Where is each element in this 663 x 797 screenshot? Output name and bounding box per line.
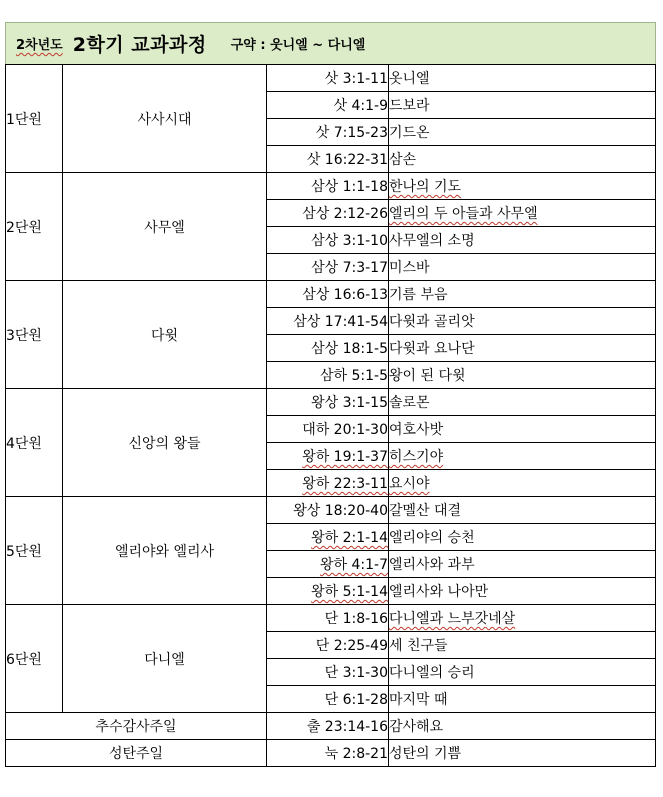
- scripture-reference-text: 왕하 5:1-14: [311, 584, 388, 600]
- lesson-title: [389, 632, 656, 659]
- scripture-reference: [267, 686, 389, 713]
- lesson-title: [389, 92, 656, 119]
- lesson-title: [389, 659, 656, 686]
- scripture-reference-text: 삿 7:15-23: [315, 125, 388, 141]
- scripture-reference: [267, 551, 389, 578]
- lesson-title: [389, 362, 656, 389]
- scripture-reference: [267, 119, 389, 146]
- lesson-title-text: 세 친구들: [389, 638, 448, 654]
- lesson-title-text: 요시야: [389, 476, 430, 492]
- scripture-reference: [267, 497, 389, 524]
- year-label: 2차년도: [16, 38, 63, 53]
- curriculum-table-body: [6, 65, 656, 767]
- lesson-title: [389, 146, 656, 173]
- scripture-reference: [267, 281, 389, 308]
- lesson-title: [389, 308, 656, 335]
- scripture-reference: [267, 254, 389, 281]
- header-bar: [5, 22, 656, 64]
- lesson-title-text: 사무엘의 소명: [389, 233, 475, 249]
- unit-label: 2단원: [6, 173, 63, 281]
- lesson-title: [389, 173, 656, 200]
- scripture-reference: [267, 659, 389, 686]
- special-sunday-name: 성탄주일: [6, 740, 267, 767]
- scripture-reference-text: 삼상 17:41-54: [293, 314, 388, 330]
- lesson-title-text: 엘리야의 승천: [389, 530, 475, 546]
- scripture-reference: [267, 578, 389, 605]
- lesson-title-text: 엘리의 두 아들과 사무엘: [389, 206, 538, 222]
- scripture-reference-text: 삿 4:1-9: [333, 98, 388, 114]
- scripture-reference-text: 왕하 19:1-37: [302, 449, 388, 465]
- table-row: [6, 65, 656, 92]
- scripture-reference-text: 삼상 18:1-5: [311, 341, 388, 357]
- scripture-reference-text: 삼상 7:3-17: [311, 260, 388, 276]
- lesson-title: [389, 578, 656, 605]
- unit-topic: 엘리야와 엘리사: [63, 497, 267, 605]
- unit-label: 4단원: [6, 389, 63, 497]
- lesson-title-text: 왕이 된 다윗: [389, 368, 466, 384]
- lesson-title-text: 마지막 때: [389, 692, 448, 708]
- scripture-reference-text: 삼하 5:1-5: [320, 368, 388, 384]
- special-sunday-name: 추수감사주일: [6, 713, 267, 740]
- lesson-title-text: 기드온: [389, 125, 430, 141]
- scripture-range: 구약 : 웃니엘 ~ 다니엘: [230, 38, 366, 53]
- lesson-title-text: 갈멜산 대결: [389, 503, 462, 519]
- table-row: [6, 389, 656, 416]
- scripture-reference: [267, 470, 389, 497]
- lesson-title: [389, 443, 656, 470]
- scripture-reference: [267, 524, 389, 551]
- scripture-reference-text: 삼상 2:12-26: [302, 206, 388, 222]
- page-title: 2학기 교과과정: [72, 34, 207, 56]
- lesson-title: [389, 497, 656, 524]
- table-row: [6, 281, 656, 308]
- lesson-title-text: 여호사밧: [389, 422, 444, 438]
- lesson-title-text: 드보라: [389, 98, 430, 114]
- scripture-reference-text: 단 6:1-28: [324, 692, 388, 708]
- lesson-title: [389, 281, 656, 308]
- unit-topic: 사무엘: [63, 173, 267, 281]
- lesson-title-text: 다니엘과 느부갓네살: [389, 611, 516, 627]
- scripture-reference: [267, 308, 389, 335]
- lesson-title: [389, 686, 656, 713]
- scripture-reference: 출 23:14-16: [267, 713, 389, 740]
- lesson-title: [389, 254, 656, 281]
- lesson-title: [389, 470, 656, 497]
- lesson-title: [389, 389, 656, 416]
- scripture-reference: [267, 632, 389, 659]
- lesson-title-text: 기름 부음: [389, 287, 448, 303]
- unit-label: 6단원: [6, 605, 63, 713]
- scripture-reference: [267, 65, 389, 92]
- lesson-title-text: 다윗과 골리앗: [389, 314, 475, 330]
- unit-topic: 신앙의 왕들: [63, 389, 267, 497]
- scripture-reference-text: 단 3:1-30: [324, 665, 388, 681]
- scripture-reference-text: 삿 16:22-31: [306, 152, 388, 168]
- scripture-reference-text: 삼상 16:6-13: [302, 287, 388, 303]
- table-row: [6, 497, 656, 524]
- curriculum-table: [5, 64, 656, 767]
- lesson-title-text: 삼손: [389, 152, 417, 168]
- scripture-reference: [267, 146, 389, 173]
- scripture-reference-text: 왕하 22:3-11: [302, 476, 388, 492]
- lesson-title-text: 옷니엘: [389, 71, 430, 87]
- scripture-reference-text: 대하 20:1-30: [302, 422, 388, 438]
- lesson-title: [389, 605, 656, 632]
- lesson-title: [389, 416, 656, 443]
- lesson-title: [389, 524, 656, 551]
- scripture-reference-text: 왕상 3:1-15: [311, 395, 388, 411]
- scripture-reference-text: 삼상 3:1-10: [311, 233, 388, 249]
- scripture-reference: [267, 416, 389, 443]
- lesson-title: 감사해요: [389, 713, 656, 740]
- scripture-reference: [267, 362, 389, 389]
- lesson-title-text: 다윗과 요나단: [389, 341, 475, 357]
- lesson-title-text: 엘리사와 나아만: [389, 584, 489, 600]
- scripture-reference-text: 단 1:8-16: [324, 611, 388, 627]
- scripture-reference: [267, 335, 389, 362]
- lesson-title: 성탄의 기쁨: [389, 740, 656, 767]
- scripture-reference: [267, 173, 389, 200]
- scripture-reference-text: 왕하 4:1-7: [320, 557, 388, 573]
- scripture-reference: [267, 200, 389, 227]
- unit-topic: 사사시대: [63, 65, 267, 173]
- lesson-title: [389, 65, 656, 92]
- lesson-title-text: 다니엘의 승리: [389, 665, 475, 681]
- lesson-title-text: 미스바: [389, 260, 430, 276]
- lesson-title: [389, 551, 656, 578]
- lesson-title: [389, 119, 656, 146]
- scripture-reference-text: 삼상 1:1-18: [311, 179, 388, 195]
- unit-label: 3단원: [6, 281, 63, 389]
- scripture-reference: [267, 605, 389, 632]
- scripture-reference-text: 왕상 18:20-40: [293, 503, 388, 519]
- scripture-reference-text: 왕하 2:1-14: [311, 530, 388, 546]
- special-row: [6, 713, 656, 740]
- table-row: [6, 605, 656, 632]
- unit-topic: 다윗: [63, 281, 267, 389]
- scripture-reference: [267, 443, 389, 470]
- unit-label: 1단원: [6, 65, 63, 173]
- lesson-title-text: 히스기야: [389, 449, 444, 465]
- lesson-title-text: 엘리사와 과부: [389, 557, 475, 573]
- scripture-reference: [267, 389, 389, 416]
- scripture-reference: 눅 2:8-21: [267, 740, 389, 767]
- lesson-title: [389, 335, 656, 362]
- lesson-title-text: 한나의 기도: [389, 179, 462, 195]
- table-row: [6, 173, 656, 200]
- lesson-title: [389, 227, 656, 254]
- lesson-title: [389, 200, 656, 227]
- special-row: [6, 740, 656, 767]
- unit-label: 5단원: [6, 497, 63, 605]
- scripture-reference-text: 삿 3:1-11: [324, 71, 388, 87]
- scripture-reference: [267, 227, 389, 254]
- lesson-title-text: 솔로몬: [389, 395, 430, 411]
- scripture-reference-text: 단 2:25-49: [315, 638, 388, 654]
- scripture-reference: [267, 92, 389, 119]
- unit-topic: 다니엘: [63, 605, 267, 713]
